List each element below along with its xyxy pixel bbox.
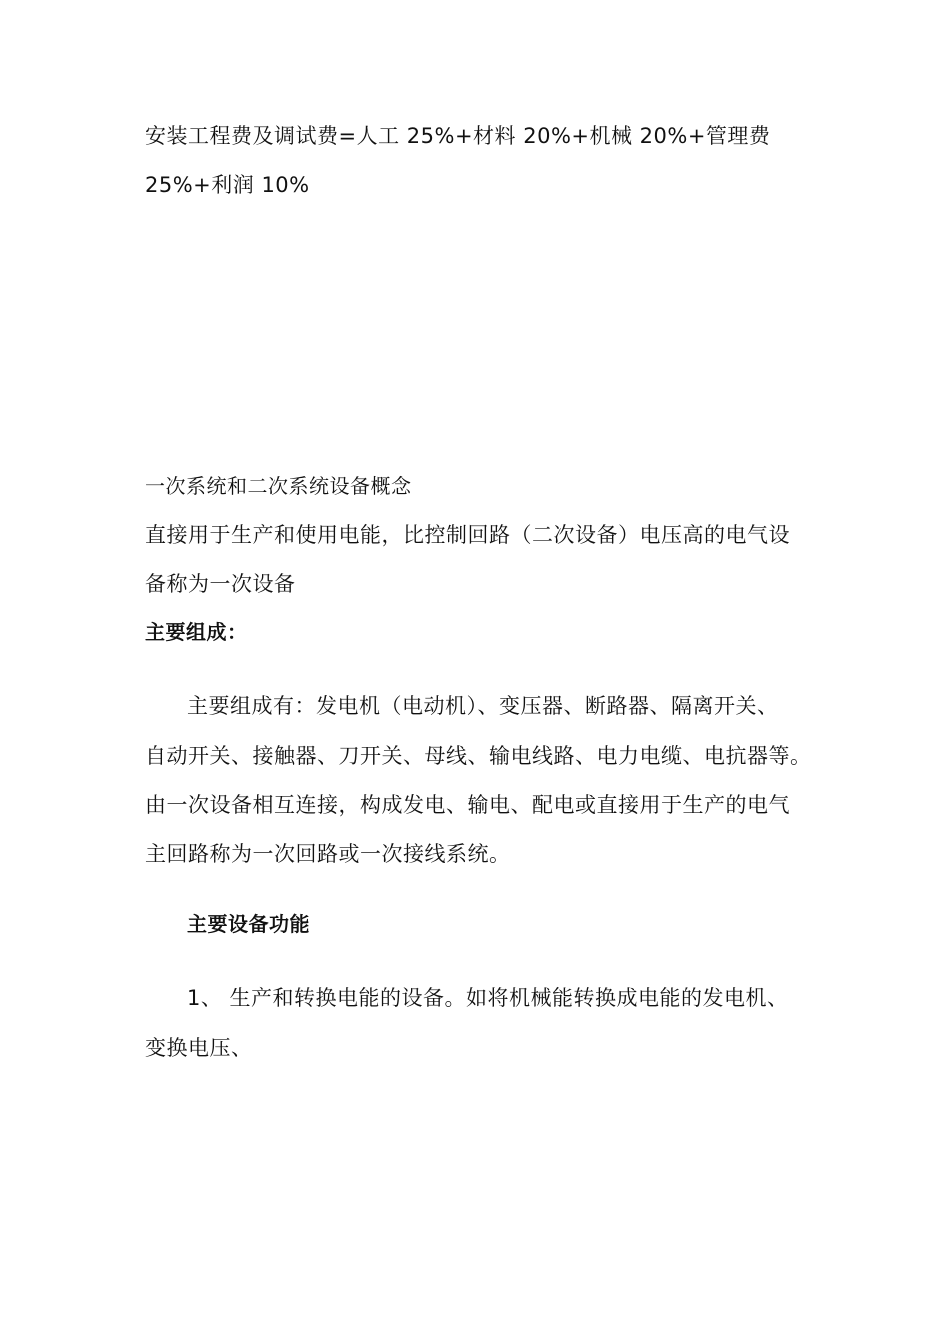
functions-heading: 主要设备功能	[187, 912, 310, 936]
definition-line-2: 备称为一次设备	[145, 572, 296, 596]
cost-formula-line-2: 25%+利润 10%	[145, 173, 310, 197]
definition-line-1: 直接用于生产和使用电能，比控制回路（二次设备）电压高的电气设	[145, 523, 790, 547]
composition-paragraph-line-1: 主要组成有：发电机（电动机）、变压器、断路器、隔离开关、	[187, 694, 779, 718]
function-item-1-line-2: 变换电压、	[145, 1036, 253, 1060]
cost-formula-line-1: 安装工程费及调试费=人工 25%+材料 20%+机械 20%+管理费	[145, 124, 771, 148]
section-heading: 一次系统和二次系统设备概念	[145, 474, 412, 498]
composition-paragraph-line-2: 自动开关、接触器、刀开关、母线、输电线路、电力电缆、电抗器等。	[145, 744, 812, 768]
function-item-1-line-1: 1、 生产和转换电能的设备。如将机械能转换成电能的发电机、	[187, 986, 789, 1010]
composition-heading: 主要组成：	[145, 620, 248, 644]
composition-paragraph-line-4: 主回路称为一次回路或一次接线系统。	[145, 842, 511, 866]
composition-paragraph-line-3: 由一次设备相互连接，构成发电、输电、配电或直接用于生产的电气	[145, 793, 790, 817]
